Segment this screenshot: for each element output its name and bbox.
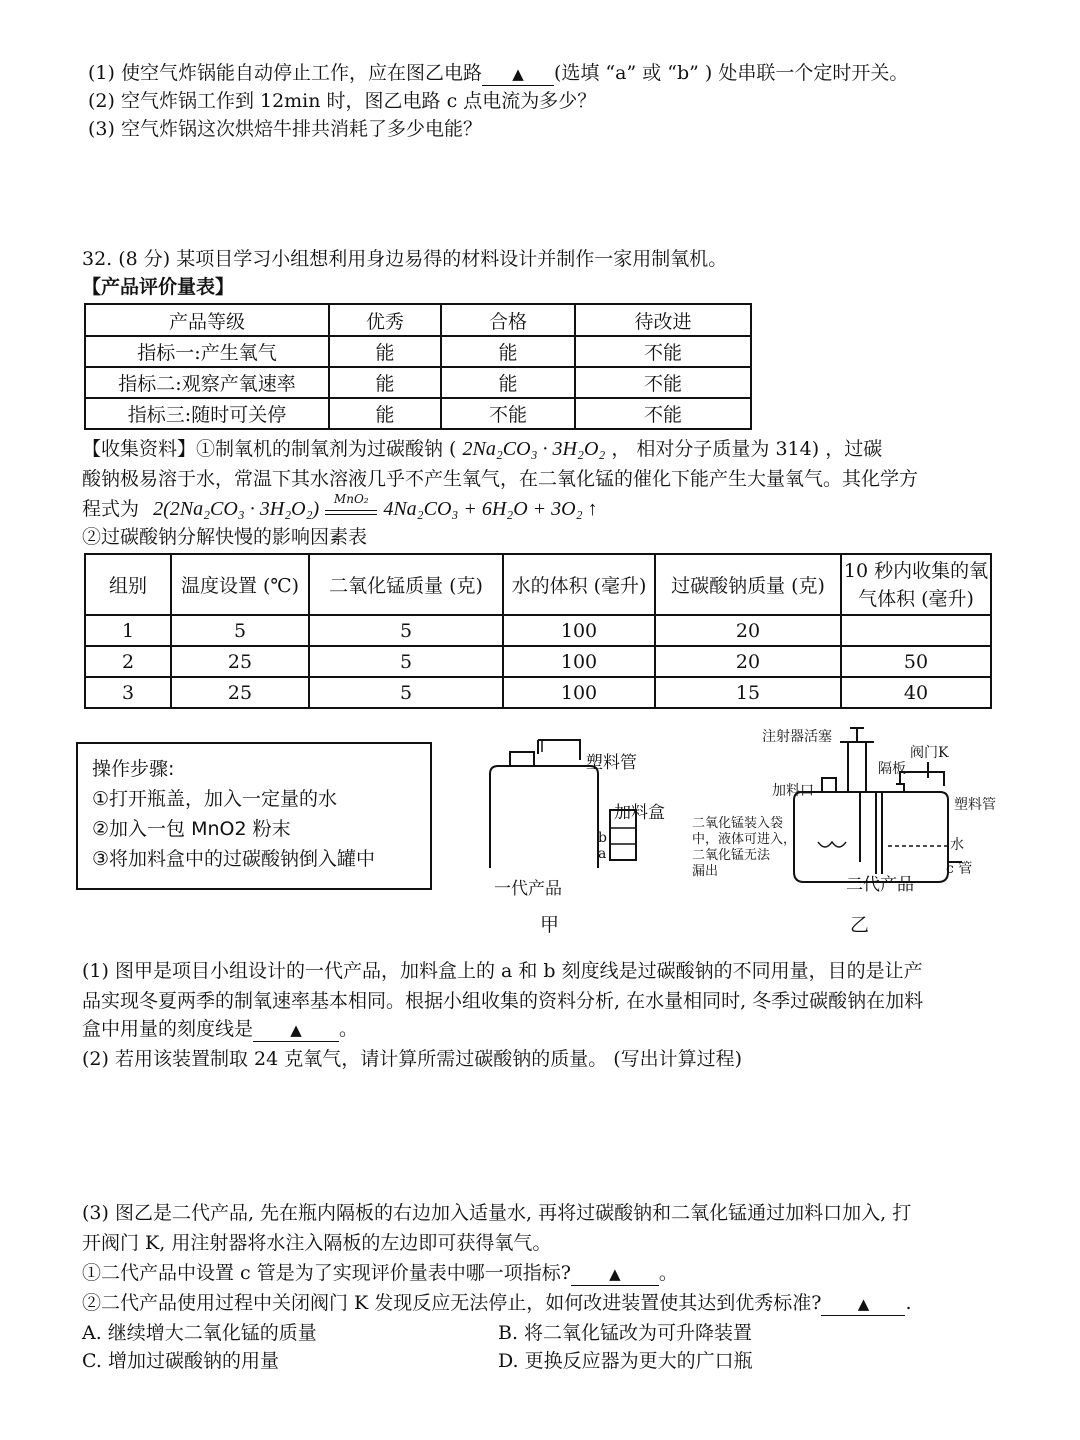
table-cell: 50 [841,646,991,677]
label-line-b: b [598,830,607,846]
table-cell: 不能 [575,336,751,367]
steps-title: 操作步骤: [92,758,175,780]
q31-1-suffix: (选填 “a” 或 “b” ) 处串联一个定时开关。 [553,62,909,84]
option-a: A. 继续增大二氧化锰的质量 [82,1322,317,1344]
factor-header-cell: 水的体积 (毫升) [503,554,655,615]
table-cell: 不能 [575,367,751,398]
info-text: 【收集资料】①制氧机的制氧剂为过碳酸钠 ( [82,438,457,460]
table-cell: 5 [309,615,503,646]
blank-marker: ▲ [290,1021,302,1039]
mno2-line: 二氧化锰装入袋 [692,816,784,831]
question-32-title: 32. (8 分) 某项目学习小组想利用身边易得的材料设计并制作一家用制氧机。 [82,248,728,270]
label-feed-box: 加料盒 [614,803,665,823]
answer-blank[interactable] [253,1018,339,1042]
table-cell: 5 [171,615,309,646]
equation-right: 4Na₂CO₃ + 6H₂O + 3O₂ ↑ [383,498,598,520]
table-cell: 20 [655,615,841,646]
info-line-2: 酸钠极易溶于水，常温下其水溶液几乎不产生氧气，在二氧化锰的催化下能产生大量氧气。其化学方 [82,468,919,490]
q31-1-prefix: (1) 使空气炸锅能自动停止工作，应在图乙电路 [88,62,482,84]
table-row [85,677,991,708]
blank-marker: ▲ [857,1295,870,1313]
sub2-question: (2) 若用该装置制取 24 克氧气，请计算所需过碳酸钠的质量。 (写出计算过程) [82,1048,743,1070]
header-line: 10 秒内收集的氧 [843,559,989,582]
sub3-text: . [905,1292,912,1314]
table-cell: 3 [85,677,171,708]
eval-header-cell: 合格 [441,304,575,336]
label-line-a: a [598,846,607,862]
table-row [85,615,991,646]
label-syringe: 注射器活塞 [762,729,832,745]
reaction-arrow [325,492,377,515]
label-plastic-tube: 塑料管 [586,753,637,773]
step-item: ③将加料盒中的过碳酸钠倒入罐中 [92,848,376,870]
factor-header-cell: 组别 [85,554,171,615]
table-cell: 指标三:随时可关停 [85,398,329,429]
table-cell: 1 [85,615,171,646]
mno2-line: 中，液体可进入， [692,832,797,847]
eval-heading: 【产品评价量表】 [82,276,235,298]
label-feed-inlet: 加料口 [772,783,814,799]
table-cell: 25 [171,677,309,708]
label-mno2-bag [692,816,796,880]
figure-yi [692,722,1000,940]
answer-blank[interactable] [482,62,554,86]
eval-header-cell: 产品等级 [85,304,329,336]
chem-formula: 2Na₂CO₃ · 3H₂O₂ [462,438,606,460]
caption-yi: 乙 [850,914,870,936]
blank-marker: ▲ [512,65,524,83]
eval-table [84,303,752,430]
option-c: C. 增加过碳酸钠的用量 [82,1350,279,1372]
sub3-text: ②二代产品使用过程中关闭阀门 K 发现反应无法停止，如何改进装置使其达到优秀标准? [82,1292,822,1314]
question-31-3: (3) 空气炸锅这次烘焙牛排共消耗了多少电能？ [88,118,482,140]
info-line-1 [82,436,882,462]
table-cell: 能 [441,336,575,367]
blank-marker: ▲ [609,1265,621,1283]
factor-table-header [85,554,991,615]
factor-table [84,553,992,709]
label-water: 水 [950,837,964,853]
answer-blank[interactable] [571,1262,659,1286]
sub3-q2 [82,1290,912,1316]
table-cell: 指标二:观察产氧速率 [85,367,329,398]
header-line: 气体积 (毫升) [858,587,974,610]
table-cell: 100 [503,615,655,646]
table-cell: 100 [503,677,655,708]
sub1-line-3 [82,1016,358,1042]
table-cell: 25 [171,646,309,677]
sub1-text: 盒中用量的刻度线是 [82,1018,254,1040]
question-31-2: (2) 空气炸锅工作到 12min 时，图乙电路 c 点电流为多少？ [88,90,597,112]
label-first-gen: 一代产品 [494,879,562,899]
factor-table-title: ②过碳酸钠分解快慢的影响因素表 [82,526,368,548]
table-cell: 40 [841,677,991,708]
info-line-3 [82,492,598,522]
step-item: ①打开瓶盖，加入一定量的水 [92,788,338,810]
label-valve-k: 阀门K [910,745,949,761]
table-cell: 能 [329,398,441,429]
sub3-text: 。 [658,1262,678,1284]
catalyst-label: MnO₂ [333,492,369,506]
equation-left: 2(2Na₂CO₃ · 3H₂O₂) [153,498,320,520]
sub3-line-2: 开阀门 K, 用注射器将水注入隔板的左边即可获得氧气。 [82,1232,552,1254]
table-cell: 能 [329,367,441,398]
table-cell: 指标一:产生氧气 [85,336,329,367]
sub3-line-1: (3) 图乙是二代产品, 先在瓶内隔板的右边加入适量水, 再将过碳酸钠和二氧化锰通过加料口加入, 打 [82,1202,912,1224]
sub3-text: ①二代产品中设置 c 管是为了实现评价量表中哪一项指标? [82,1262,571,1284]
label-partition: 隔板 [878,761,906,777]
factor-header-cell [841,554,991,615]
table-row [85,646,991,677]
table-cell-empty[interactable] [841,615,991,646]
table-cell: 不能 [575,398,751,429]
figure-jia [480,730,690,940]
option-b: B. 将二氧化锰改为可升降装置 [498,1322,753,1344]
question-31-1 [88,60,908,86]
mno2-line: 漏出 [692,864,719,879]
answer-blank[interactable] [821,1292,905,1316]
step-item: ②加入一包 MnO2 粉末 [92,818,291,840]
table-cell: 2 [85,646,171,677]
table-cell: 能 [329,336,441,367]
factor-header-cell: 二氧化锰质量 (克) [309,554,503,615]
label-plastic-tube: 塑料管 [954,797,996,813]
sub3-q1 [82,1260,678,1286]
table-row [85,336,751,367]
table-cell: 5 [309,646,503,677]
table-row [85,398,751,429]
table-cell: 100 [503,646,655,677]
info-text: ， 相对分子质量为 314) ，过碳 [611,438,883,460]
sub1-line-2: 品实现冬夏两季的制氧速率基本相同。根据小组收集的资料分析, 在水量相同时, 冬季过碳酸钠在加料 [82,990,924,1012]
label-c-tube: c 管 [946,861,973,877]
factor-header-cell: 过碳酸钠质量 (克) [655,554,841,615]
table-cell: 能 [441,367,575,398]
sub1-line-1: (1) 图甲是项目小组设计的一代产品，加料盒上的 a 和 b 刻度线是过碳酸钠的不同用量，目的是让产 [82,960,923,982]
caption-jia: 甲 [540,914,560,936]
table-cell: 20 [655,646,841,677]
table-cell: 不能 [441,398,575,429]
label-second-gen: 二代产品 [846,875,914,895]
eval-table-header [85,304,751,336]
table-row [85,367,751,398]
table-cell: 15 [655,677,841,708]
steps-box [76,742,432,890]
eval-header-cell: 待改进 [575,304,751,336]
mno2-line: 二氧化锰无法 [692,848,771,863]
eval-header-cell: 优秀 [329,304,441,336]
option-d: D. 更换反应器为更大的广口瓶 [498,1350,753,1372]
sub1-text: 。 [339,1018,359,1040]
table-cell: 5 [309,677,503,708]
info-text: 程式为 [82,498,140,520]
factor-header-cell: 温度设置 (℃) [171,554,309,615]
